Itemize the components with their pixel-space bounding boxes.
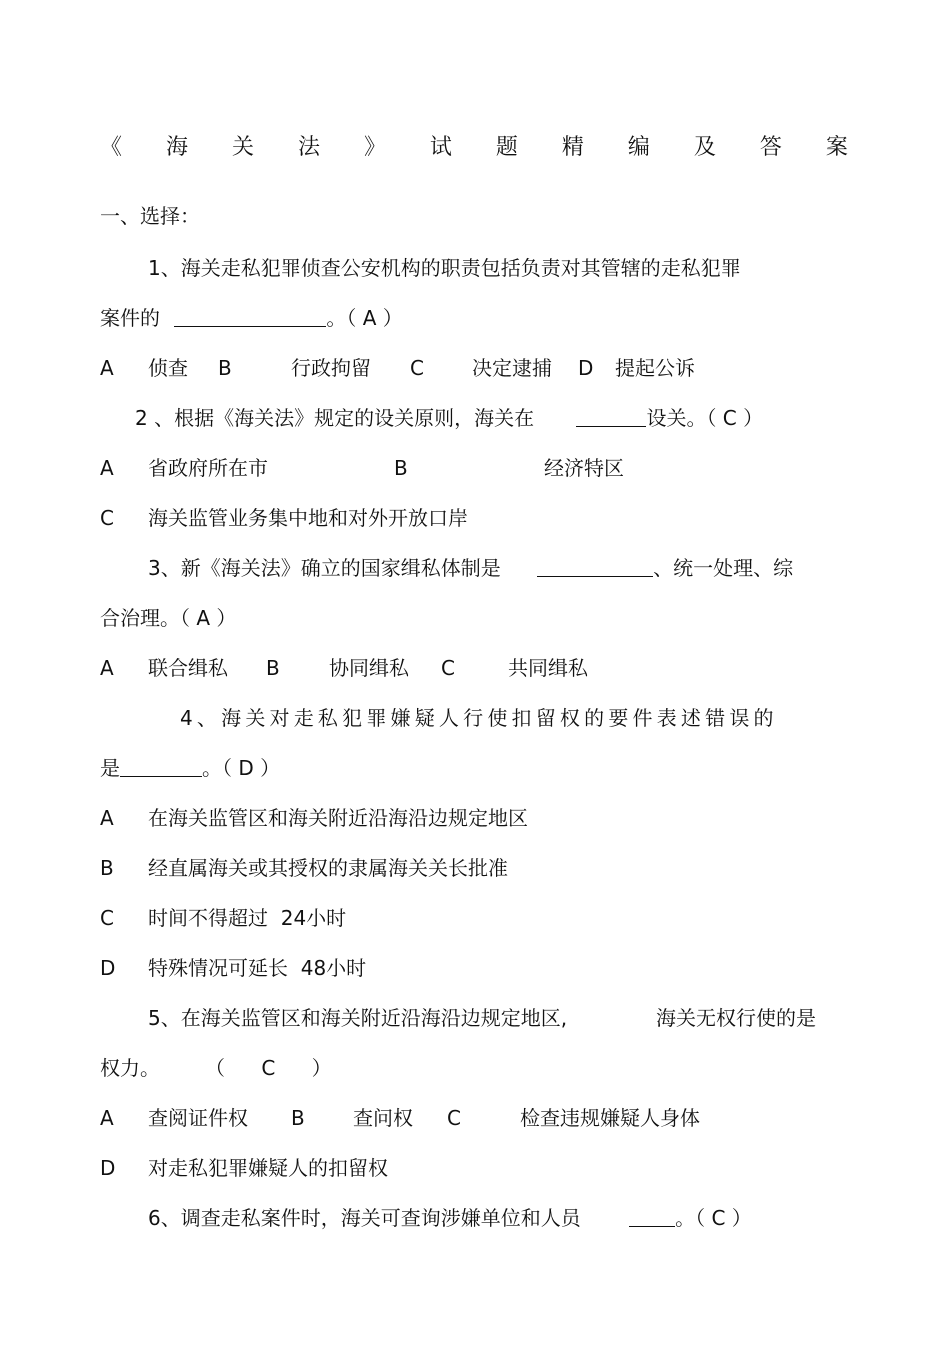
option-letter: C [447,1106,461,1130]
option-letter: C [100,906,114,930]
question-4-line-2 [100,755,280,781]
question-1-line-1: 1、海关走私犯罪侦查公安机构的职责包括负责对其管辖的走私犯罪 [148,256,741,280]
option-letter: B [218,356,232,380]
title-char: 》 [363,135,386,160]
title-char: 及 [693,135,716,160]
option-text: 特殊情况可延长 48小时 [148,956,367,980]
title-char: 海 [165,135,188,160]
question-2-options-row-1 [0,455,950,481]
title-char: 精 [561,135,584,160]
answer-blank [537,556,653,577]
question-6-text: 6、调查走私案件时，海关可查询涉嫌单位和人员 [148,1206,581,1230]
option-text: 时间不得超过 24小时 [148,906,347,930]
option-text: 海关监管业务集中地和对外开放口岸 [148,506,468,530]
option-text: 对走私犯罪嫌疑人的扣留权 [148,1156,388,1180]
option-letter: A [100,456,114,480]
question-4-option-d [0,955,950,981]
title-char: 题 [495,135,518,160]
question-5-text-end: 权力。 [100,1056,160,1080]
title-char: 编 [627,135,650,160]
option-text: 省政府所在市 [148,456,268,480]
question-2-text: 2 、根据《海关法》规定的设关原则，海关在 [135,406,535,430]
question-4-text: 是 [100,756,120,780]
answer-blank [576,406,646,427]
option-text: 经济特区 [544,456,624,480]
question-1-answer: 。（ A ） [326,306,403,330]
question-4-option-c [0,905,950,931]
option-letter: B [100,856,114,880]
question-5-line-2 [0,1055,950,1081]
option-letter: C [441,656,455,680]
title-char: 试 [429,135,452,160]
section-heading: 一、选择： [100,204,200,228]
question-6-line [148,1205,752,1231]
question-5-text: 5、在海关监管区和海关附近沿海沿边规定地区, [148,1006,568,1030]
title-char: 答 [759,135,782,160]
option-letter: A [100,806,114,830]
question-5-line-1 [0,1005,950,1031]
option-letter: D [100,956,116,980]
option-text: 在海关监管区和海关附近沿海沿边规定地区 [148,806,528,830]
option-text: 提起公诉 [615,356,695,380]
option-text: 决定逮捕 [472,356,552,380]
question-1-line-2 [100,305,403,331]
question-5-options-row-2 [0,1155,950,1181]
question-5-text-cont: 海关无权行使的是 [656,1006,816,1030]
question-3-line-1 [148,555,793,581]
title-char: 法 [297,135,320,160]
question-5-answer: （ C ） [205,1056,332,1080]
question-4-option-a [0,805,950,831]
question-5-options-row-1 [0,1105,950,1131]
option-letter: A [100,656,114,680]
question-4-answer: 。（ D ） [202,756,281,780]
option-letter: A [100,1106,114,1130]
option-letter: D [578,356,594,380]
question-1-text: 案件的 [100,306,160,330]
option-letter: C [410,356,424,380]
document-title [100,134,848,162]
option-text: 侦查 [148,356,188,380]
title-char: 《 [100,135,123,160]
question-3-text-cont: 、统一处理、综 [653,556,794,580]
answer-blank [174,306,326,327]
question-2-answer: 设关。（ C ） [646,406,764,430]
option-text: 经直属海关或其授权的隶属海关关长批准 [148,856,508,880]
option-letter: B [266,656,280,680]
question-6-answer: 。（ C ） [675,1206,752,1230]
question-2-options-row-2 [0,505,950,531]
option-text: 共同缉私 [508,656,588,680]
title-char: 关 [231,135,254,160]
answer-blank [629,1206,675,1227]
answer-blank [120,756,202,777]
option-text: 检查违规嫌疑人身体 [520,1106,700,1130]
option-text: 查阅证件权 [148,1106,248,1130]
option-text: 协同缉私 [329,656,409,680]
question-3-line-2: 合治理。（ A ） [100,606,237,630]
option-letter: A [100,356,114,380]
option-letter: B [394,456,408,480]
option-text: 联合缉私 [148,656,228,680]
option-text: 行政拘留 [291,356,371,380]
option-letter: D [100,1156,116,1180]
question-4-option-b [0,855,950,881]
question-3-options [0,655,950,681]
title-char: 案 [825,135,848,160]
option-letter: B [291,1106,305,1130]
question-2-line [135,405,763,431]
question-4-line-1: 4、海关对走私犯罪嫌疑人行使扣留权的要件表述错误的 [180,706,778,730]
option-letter: C [100,506,114,530]
question-3-text: 3、新《海关法》确立的国家缉私体制是 [148,556,501,580]
question-1-options [0,355,950,381]
option-text: 查问权 [353,1106,413,1130]
